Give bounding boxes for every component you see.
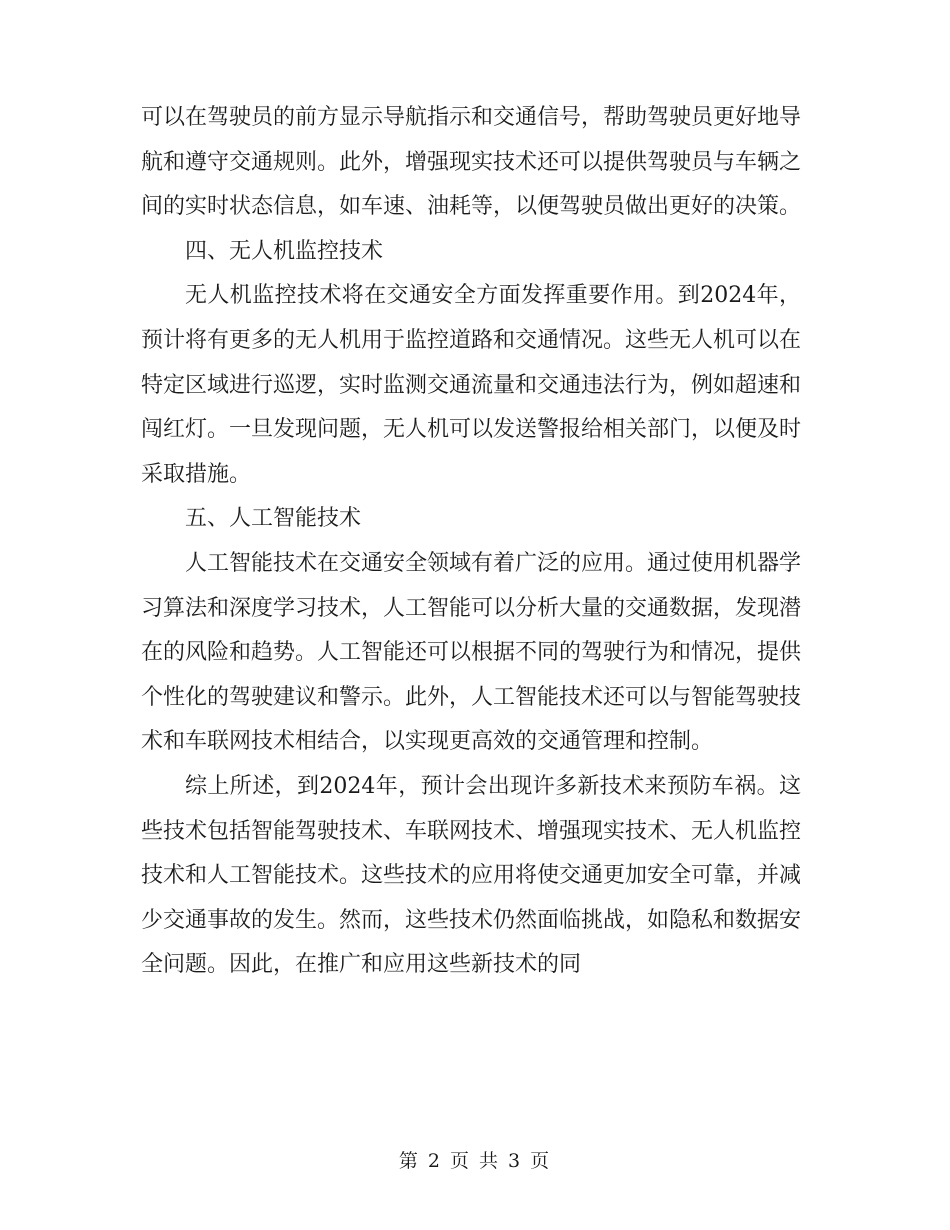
paragraph-summary: 综上所述，到2024年，预计会出现许多新技术来预防车祸。这些技术包括智能驾驶技术、车联网技术、增强现实技术、无人机监控技术和人工智能技术。这些技术的应用将使交通更加安全可靠，并减少交通事故的发生。然而，这些技术仍然面临挑战，如隐私和数据安全问题。因此，在推广和应用这些新技术的同 xyxy=(141,773,802,978)
document-body xyxy=(141,96,801,988)
section-heading-drone: 四、无人机监控技术 xyxy=(185,238,384,264)
section-heading-ai: 五、人工智能技术 xyxy=(185,506,362,532)
paragraph-drone: 无人机监控技术将在交通安全方面发挥重要作用。到2024年，预计将有更多的无人机用于监控道路和交通情况。这些无人机可以在特定区域进行巡逻，实时监测交通流量和交通违法行为，例如超速和闯红灯。一旦发现问题，无人机可以发送警报给相关部门，以便及时采取措施。 xyxy=(141,283,802,487)
paragraph-ai: 人工智能技术在交通安全领域有着广泛的应用。通过使用机器学习算法和深度学习技术，人工智能可以分析大量的交通数据，发现潜在的风险和趋势。人工智能还可以根据不同的驾驶行为和情况，提供个性化的驾驶建议和警示。此外，人工智能技术还可以与智能驾驶技术和车联网技术相结合，以实现更高效的交通管理和控制。 xyxy=(141,550,802,755)
paragraph-ar-continuation: 可以在驾驶员的前方显示导航指示和交通信号，帮助驾驶员更好地导航和遵守交通规则。此外，增强现实技术还可以提供驾驶员与车辆之间的实时状态信息，如车速、油耗等，以便驾驶员做出更好的决策。 xyxy=(141,105,802,220)
page-number-footer: 第 2 页 共 3 页 xyxy=(398,1150,552,1172)
